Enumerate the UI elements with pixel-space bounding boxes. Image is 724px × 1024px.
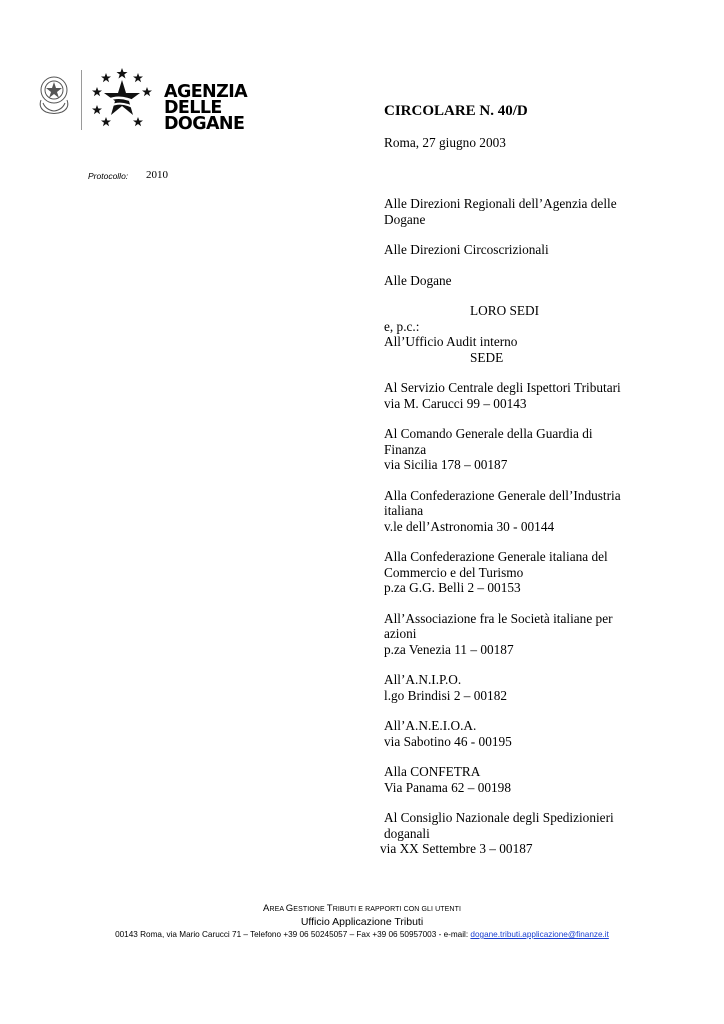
page-footer (0, 903, 724, 940)
recipient-block (384, 303, 634, 319)
agency-name-line-3: DOGANE (164, 114, 245, 134)
recipient-line: All’Ufficio Audit interno (384, 334, 518, 349)
recipient-block (384, 350, 634, 366)
agency-name (164, 84, 247, 132)
recipient-block (384, 242, 634, 258)
footer-area-part: T (326, 903, 333, 914)
recipient-block (384, 764, 634, 795)
protocollo-label: Protocollo: (88, 171, 129, 181)
recipient-block (384, 380, 634, 411)
recipient-line: via Sabotino 46 - 00195 (384, 733, 512, 749)
footer-area-part: ESTIONE (293, 906, 327, 913)
recipients-list (380, 196, 634, 857)
document-date: Roma, 27 giugno 2003 (384, 135, 506, 150)
protocollo-number: 2010 (146, 169, 168, 181)
recipient-line: Al Servizio Centrale degli Ispettori Tributari (384, 380, 621, 395)
recipient-line: Finanza (384, 441, 427, 457)
recipient-line: azioni (384, 626, 417, 641)
recipient-line: doganali (384, 825, 430, 841)
logo-divider (81, 70, 82, 130)
recipient-line: Alla Confederazione Generale italiana del (384, 549, 608, 564)
recipient-line: italiana (384, 503, 424, 518)
recipient-line: e, p.c.: (384, 318, 420, 334)
recipient-block (384, 611, 634, 658)
recipient-line: v.le dell’Astronomia 30 - 00144 (384, 518, 555, 534)
agency-name-line-1: AGENZIA (164, 82, 248, 102)
footer-area-part: REA (269, 906, 286, 913)
recipient-line: p.za Venezia 11 – 00187 (384, 641, 514, 657)
recipient-line: Alla Confederazione Generale dell’Industria (384, 487, 621, 503)
italian-republic-emblem-icon (34, 70, 74, 116)
recipient-line: Via Panama 62 – 00198 (384, 779, 511, 795)
recipient-block (384, 549, 634, 596)
recipient-line: l.go Brindisi 2 – 00182 (384, 687, 508, 703)
footer-area-name (0, 903, 724, 916)
recipient-block (384, 488, 634, 535)
recipient-line: Al Consiglio Nazionale degli Spedizionieri (384, 810, 614, 825)
recipient-block (384, 273, 634, 289)
recipient-block (384, 672, 634, 703)
footer-contact (0, 929, 724, 940)
recipient-line: via M. Carucci 99 – 00143 (384, 395, 527, 411)
recipient-line: Dogane (384, 211, 426, 227)
recipient-line: SEDE (470, 349, 504, 365)
recipient-line: Alle Direzioni Regionali dell’Agenzia delle (384, 196, 617, 211)
recipient-line: via Sicilia 178 – 00187 (384, 457, 508, 472)
recipient-line: All’Associazione fra le Società italiane per (384, 610, 613, 626)
recipient-line: Alle Direzioni Circoscrizionali (384, 242, 549, 257)
document-title: CIRCOLARE N. 40/D (384, 103, 528, 119)
recipient-line: All’A.N.I.P.O. (384, 672, 462, 687)
recipient-line: All’A.N.E.I.O.A. (384, 718, 477, 733)
footer-area-part: A (263, 903, 270, 914)
recipient-line: LORO SEDI (470, 303, 540, 318)
recipient-line: p.za G.G. Belli 2 – 00153 (384, 580, 521, 595)
recipient-line: Alle Dogane (384, 272, 452, 288)
star-circle-logo-icon (86, 60, 158, 130)
footer-email-link[interactable]: dogane.tributi.applicazione@finanze.it (470, 930, 609, 939)
footer-contact-text: 00143 Roma, via Mario Carucci 71 – Telefono +39 06 50245057 – Fax +39 06 50957003 - e-mail: (115, 930, 471, 939)
recipient-line: via XX Settembre 3 – 00187 (380, 841, 533, 856)
footer-area-part: G (285, 903, 294, 914)
footer-office-name: Ufficio Applicazione Tributi (300, 916, 424, 928)
footer-area-part: RIBUTI E RAPPORTI CON GLI UTENTI (332, 906, 461, 913)
recipient-block (384, 426, 634, 473)
recipient-block (384, 718, 634, 749)
recipient-line: Al Comando Generale della Guardia di (384, 426, 593, 441)
recipient-block (384, 196, 634, 227)
recipient-block (384, 319, 634, 350)
agency-name-line-2: DELLE (164, 98, 222, 118)
recipient-line: Alla CONFETRA (384, 764, 481, 779)
recipient-line: Commercio e del Turismo (384, 564, 524, 580)
recipient-block (380, 810, 634, 857)
